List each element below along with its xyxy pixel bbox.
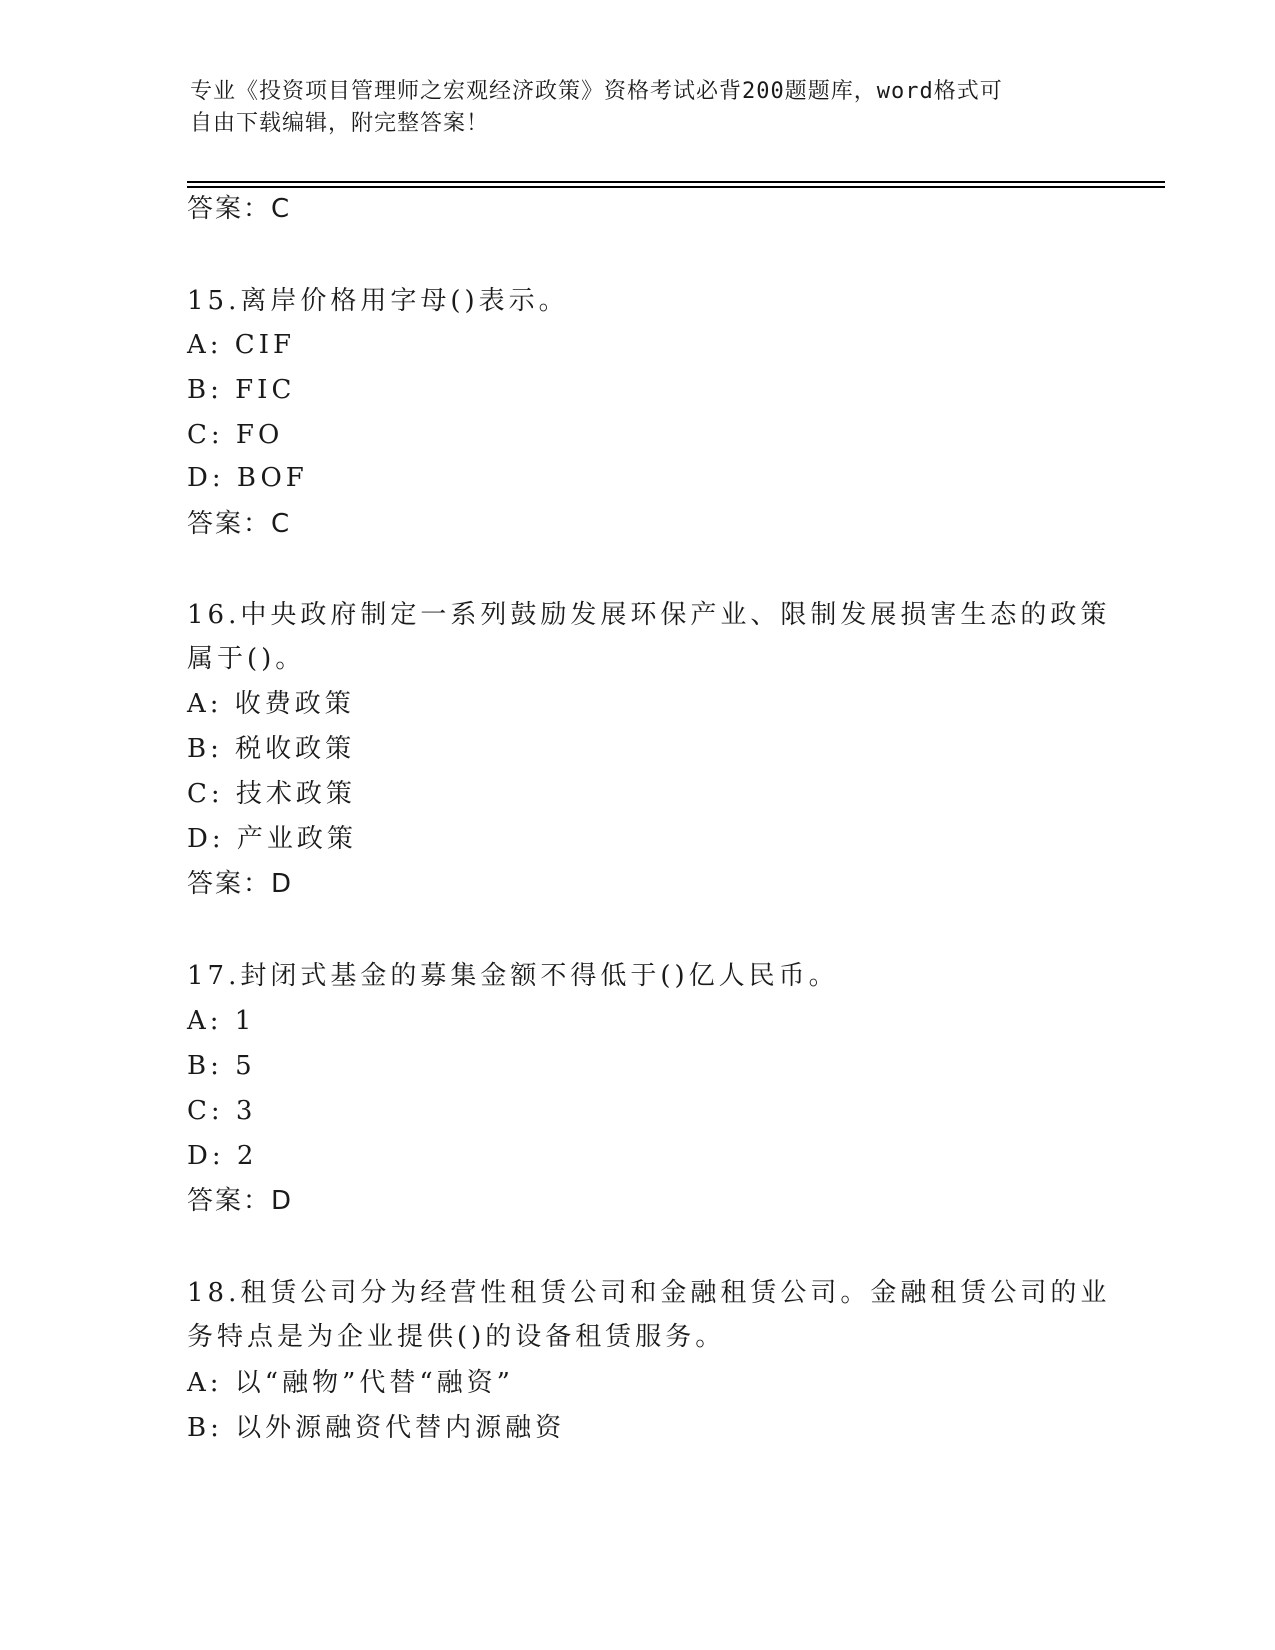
question-15-option-d: D: BOF [187, 463, 308, 493]
question-16-option-d: D: 产业政策 [187, 824, 357, 854]
header-line-2: 自由下载编辑，附完整答案！ [190, 111, 490, 136]
question-15-option-c: C: FO [187, 420, 284, 450]
question-16-answer: 答案：D [187, 869, 294, 899]
question-17-option-a: A: 1 [187, 1006, 256, 1036]
header-divider-top [187, 181, 1165, 183]
question-17-stem: 17.封闭式基金的募集金额不得低于()亿人民币。 [187, 961, 839, 991]
question-16-option-a: A: 收费政策 [187, 689, 355, 719]
question-16-option-b: B: 税收政策 [187, 734, 356, 764]
question-18-option-b: B: 以外源融资代替内源融资 [187, 1413, 566, 1443]
document-header [190, 76, 1090, 140]
question-15-stem: 15.离岸价格用字母()表示。 [187, 286, 569, 316]
question-18-stem-line-1: 18.租赁公司分为经营性租赁公司和金融租赁公司。金融租赁公司的业 [187, 1278, 1111, 1308]
question-15-option-a: A: CIF [187, 330, 296, 360]
header-line-1: 专业《投资项目管理师之宏观经济政策》资格考试必背200题题库，word格式可 [190, 79, 1003, 104]
question-15-answer: 答案：C [187, 509, 292, 539]
header-divider-bottom [187, 186, 1165, 188]
question-17-option-b: B: 5 [187, 1051, 256, 1081]
question-15-option-b: B: FIC [187, 375, 296, 405]
question-18-option-a: A: 以“融物”代替“融资” [187, 1368, 514, 1398]
question-17-option-d: D: 2 [187, 1141, 258, 1171]
question-16-stem-line-2: 属于()。 [187, 644, 306, 674]
question-17-answer: 答案：D [187, 1186, 294, 1216]
question-16-option-c: C: 技术政策 [187, 779, 356, 809]
question-16-stem-line-1: 16.中央政府制定一系列鼓励发展环保产业、限制发展损害生态的政策 [187, 600, 1111, 630]
answer-prev: 答案：C [187, 194, 292, 224]
question-17-option-c: C: 3 [187, 1096, 257, 1126]
question-18-stem-line-2: 务特点是为企业提供()的设备租赁服务。 [187, 1322, 726, 1352]
